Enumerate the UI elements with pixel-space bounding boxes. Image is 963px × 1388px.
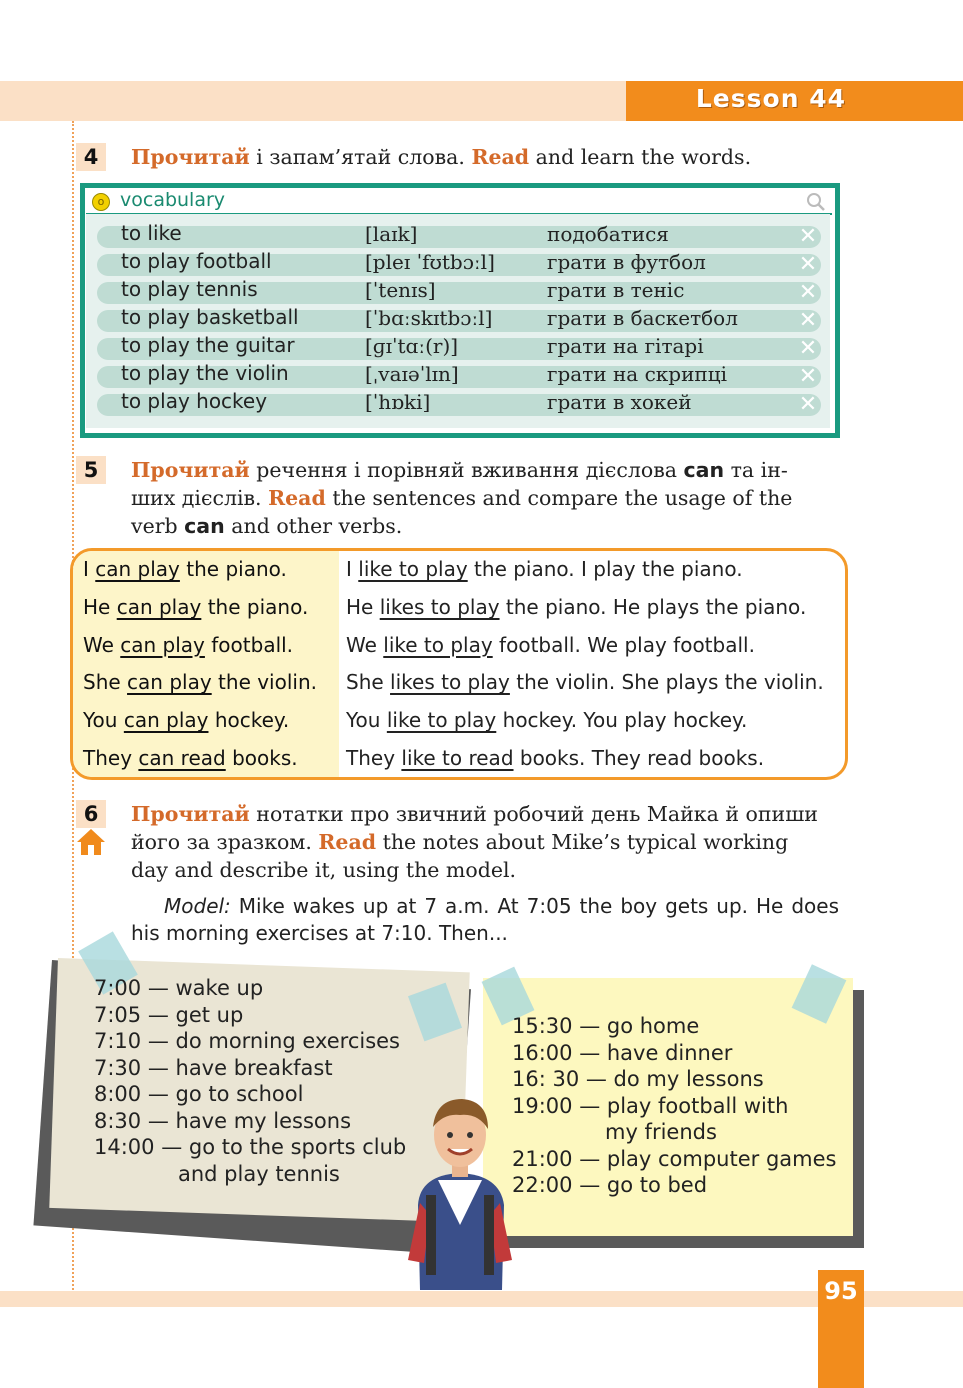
- search-icon[interactable]: [806, 192, 826, 212]
- note-entry: 14:00 — go to the sports club: [94, 1135, 407, 1159]
- sentence-text: We: [83, 632, 121, 657]
- sentence-text: the violin. She plays the violin.: [509, 670, 824, 695]
- task-4-en-verb: Read: [471, 145, 530, 169]
- task-4-uk-text: і запам’ятай слова.: [249, 145, 472, 169]
- like-sentence: [346, 708, 747, 732]
- underlined-verb: can play: [116, 594, 202, 619]
- task-number-6: 6: [76, 800, 106, 828]
- task-5-text: and other verbs.: [224, 514, 403, 538]
- sentence-text: books.: [225, 746, 298, 770]
- like-sentence: [346, 670, 824, 694]
- sentence-text: You: [346, 708, 387, 733]
- vocabulary-translation: грати в футбол: [547, 250, 706, 274]
- underlined-verb: can play: [127, 670, 212, 695]
- vocabulary-transcription: [ˈtenɪs]: [365, 278, 436, 302]
- vocabulary-transcription: [laɪk]: [365, 222, 418, 246]
- sentence-text: I: [346, 557, 359, 581]
- task-5-can: can: [683, 458, 725, 482]
- vocabulary-translation: грати на гітарі: [547, 334, 704, 358]
- vocabulary-row: [97, 226, 821, 248]
- note-entry: 8:00 — go to school: [94, 1082, 304, 1106]
- note-entry: and play tennis: [178, 1161, 340, 1186]
- can-sentence: [83, 708, 289, 732]
- like-sentence: [346, 746, 764, 770]
- vocabulary-label: vocabulary: [120, 189, 226, 211]
- sentence-text: They: [346, 746, 402, 770]
- task-5-instruction: [131, 456, 841, 540]
- task-5-line-1: [131, 456, 841, 484]
- note-entry: 7:30 — have breakfast: [94, 1055, 333, 1080]
- task-5-line-2: [131, 484, 841, 512]
- note-entry: 7:10 — do morning exercises: [94, 1029, 400, 1053]
- vocabulary-transcription: [ˈbɑːskɪtbɔːl]: [365, 306, 493, 330]
- can-sentence: [83, 557, 287, 581]
- vocabulary-word: to play football: [121, 249, 272, 273]
- note-entry: 7:00 — wake up: [94, 976, 264, 1000]
- underlined-verb: likes to play: [390, 670, 510, 695]
- underlined-verb: can play: [120, 632, 205, 657]
- sentence-text: the violin.: [211, 670, 317, 695]
- task-4-instruction: [131, 143, 841, 171]
- can-sentence: [83, 670, 317, 694]
- sentence-text: the piano. He plays the piano.: [499, 594, 807, 619]
- sentence-text: You: [83, 708, 124, 733]
- model-label: Model:: [164, 894, 231, 918]
- task-6-en-verb: Read: [318, 830, 377, 854]
- can-sentence: [83, 633, 293, 657]
- sentence-text: He: [83, 594, 117, 619]
- task-5-text: та ін-: [724, 458, 788, 482]
- remove-icon[interactable]: ✕: [798, 336, 818, 361]
- sentence-text: football. We play football.: [492, 632, 755, 657]
- sentence-text: the piano.: [201, 594, 309, 619]
- home-icon: [76, 828, 106, 856]
- task-6-text: нотатки про звичний робочий день Майка й опиши: [249, 802, 818, 826]
- sentence-text: football.: [204, 632, 294, 657]
- boy-illustration: [400, 1085, 520, 1290]
- task-5-text: verb: [131, 514, 185, 538]
- vocabulary-transcription: [ˈhɒki]: [365, 390, 431, 414]
- sentence-text: She: [346, 670, 391, 695]
- note-entry: 8:30 — have my lessons: [94, 1108, 352, 1133]
- underlined-verb: like to read: [401, 746, 514, 770]
- task-5-text: речення і порівняй вживання дієслова: [249, 458, 684, 482]
- task-5-line-3: [131, 512, 841, 540]
- task-6-line-3: day and describe it, using the model.: [131, 858, 517, 882]
- vocabulary-translation: грати в теніс: [547, 278, 685, 302]
- underlined-verb: like to play: [358, 557, 468, 581]
- task-6-uk-verb: Прочитай: [131, 802, 250, 826]
- note-entry: 21:00 — play computer games: [512, 1146, 837, 1171]
- vocabulary-word: to play the guitar: [121, 333, 295, 357]
- vocabulary-translation: грати в баскетбол: [547, 306, 738, 330]
- vocabulary-transcription: [ɡɪˈtɑː(r)]: [365, 334, 459, 358]
- can-comparison-table: [70, 548, 848, 780]
- vocabulary-translation: грати на скрипці: [547, 362, 727, 386]
- vocabulary-word: to like: [121, 221, 182, 245]
- vocabulary-transcription: [pleɪ ˈfʊtbɔːl]: [365, 250, 495, 274]
- sentence-text: books. They read books.: [513, 746, 765, 770]
- vocabulary-transcription: [ˌvaɪəˈlɪn]: [365, 362, 459, 386]
- can-column: [73, 551, 339, 777]
- task-5-text: ших дієслів.: [131, 486, 269, 510]
- underlined-verb: like to play: [383, 632, 493, 657]
- vocabulary-word: to play tennis: [121, 277, 258, 301]
- lesson-title: Lesson 44: [695, 84, 846, 113]
- sentence-text: She: [83, 670, 128, 695]
- vocabulary-translation: подобатися: [547, 222, 669, 246]
- sentence-text: They: [83, 746, 139, 770]
- sentence-text: the piano. I play the piano.: [467, 557, 743, 581]
- left-note-list: [94, 975, 406, 1187]
- vocabulary-word: to play basketball: [121, 305, 299, 329]
- vocabulary-translation: грати в хокей: [547, 390, 692, 414]
- underlined-verb: like to play: [386, 708, 497, 733]
- underlined-verb: can play: [95, 557, 180, 581]
- underlined-verb: can play: [123, 708, 209, 733]
- can-sentence: [83, 595, 308, 619]
- like-sentence: [346, 557, 743, 581]
- sentence-text: We: [346, 632, 384, 657]
- vocabulary-badge-icon: o: [92, 193, 110, 211]
- task-number-5: 5: [76, 456, 106, 484]
- remove-icon[interactable]: ✕: [798, 280, 818, 305]
- remove-icon[interactable]: ✕: [798, 308, 818, 333]
- like-sentence: [346, 633, 755, 657]
- underlined-verb: likes to play: [379, 594, 500, 619]
- task-6-line-2: [131, 828, 841, 856]
- underlined-verb: can read: [138, 746, 226, 770]
- task-6-line-1: [131, 800, 841, 828]
- remove-icon[interactable]: ✕: [798, 224, 818, 249]
- note-entry: 22:00 — go to bed: [512, 1173, 708, 1197]
- sentence-text: hockey.: [208, 708, 290, 733]
- task-5-text: the sentences and compare the usage of the: [325, 486, 793, 510]
- note-entry: 7:05 — get up: [94, 1002, 244, 1027]
- note-entry: my friends: [605, 1120, 717, 1144]
- note-entry: 16:00 — have dinner: [512, 1040, 733, 1065]
- sentence-text: I: [83, 557, 96, 581]
- model-text: [131, 893, 839, 947]
- like-sentence: [346, 595, 806, 619]
- task-5-uk-verb: Прочитай: [131, 458, 250, 482]
- task-5-en-verb: Read: [268, 486, 326, 510]
- vocabulary-word: to play hockey: [121, 389, 268, 413]
- note-entry: 16: 30 — do my lessons: [512, 1067, 764, 1091]
- can-sentence: [83, 746, 298, 770]
- note-entry: 15:30 — go home: [512, 1014, 700, 1038]
- sentence-text: the piano.: [179, 557, 287, 581]
- task-6-text: the notes about Mike’s typical working: [376, 830, 789, 854]
- sentence-text: hockey. You play hockey.: [496, 708, 748, 733]
- task-6-text: його за зразком.: [131, 830, 319, 854]
- sentence-text: He: [346, 594, 380, 619]
- remove-icon[interactable]: ✕: [798, 252, 818, 277]
- task-4-uk-verb: Прочитай: [131, 145, 250, 169]
- page-number: 95: [824, 1277, 858, 1305]
- right-note-list: [512, 1013, 836, 1199]
- task-6-instruction: [131, 800, 841, 884]
- remove-icon[interactable]: ✕: [798, 364, 818, 389]
- task-5-can: can: [184, 514, 225, 538]
- note-entry: 19:00 — play football with: [512, 1093, 789, 1118]
- task-4-en-text: and learn the words.: [529, 145, 752, 169]
- remove-icon[interactable]: ✕: [798, 392, 818, 417]
- task-number-4: 4: [76, 143, 106, 171]
- model-body: Mike wakes up at 7 a.m. At 7:05 the boy gets up. He does his morning exercises at 7:10. Then...: [131, 894, 839, 945]
- vocabulary-word: to play the violin: [121, 361, 289, 385]
